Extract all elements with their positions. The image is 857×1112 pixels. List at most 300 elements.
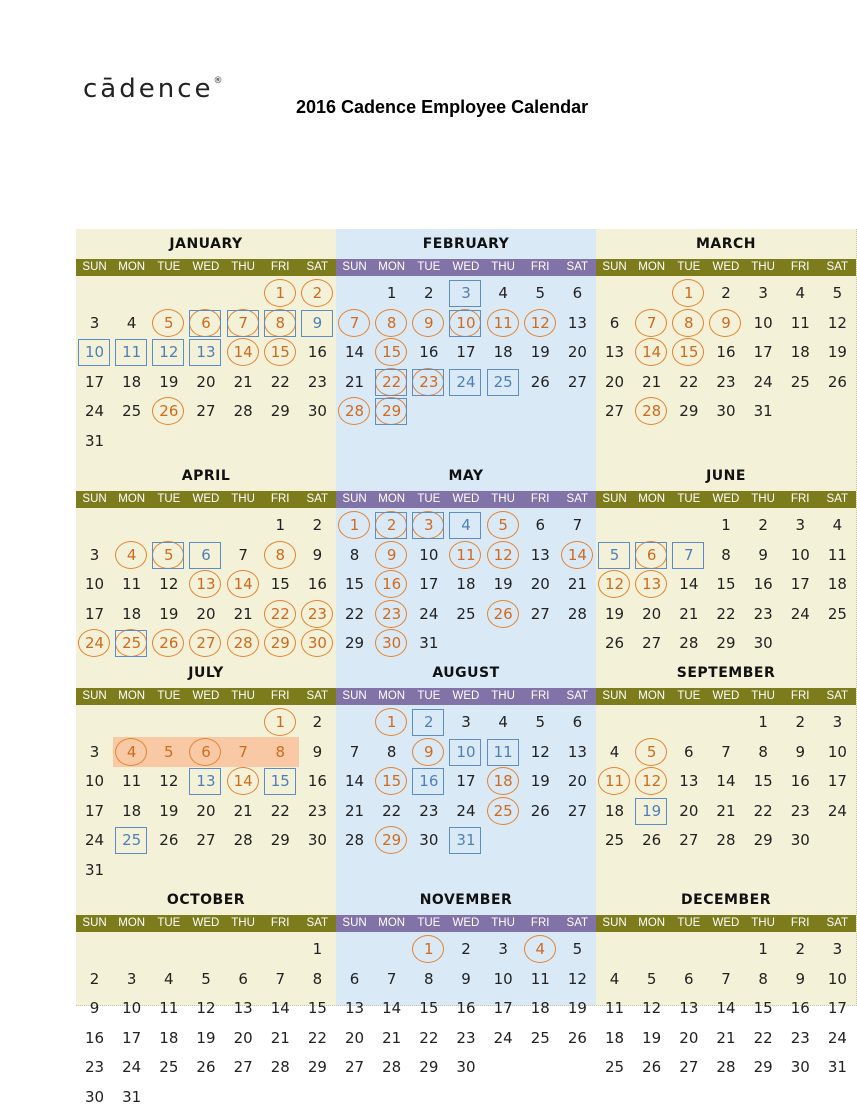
day-cell: 5 bbox=[832, 284, 843, 302]
day-cell: 7 bbox=[336, 308, 373, 338]
day-cell: 13 bbox=[233, 999, 253, 1017]
day-cell: 23 bbox=[790, 1028, 810, 1047]
day-cell: 16 bbox=[307, 343, 327, 361]
day-cell: 3 bbox=[498, 940, 508, 958]
day-cell: 21 bbox=[233, 604, 253, 623]
month-name: SEPTEMBER bbox=[676, 665, 776, 681]
day-cell: 1 bbox=[410, 934, 447, 964]
weekday-label: THU bbox=[491, 493, 515, 505]
day-cell: 12 bbox=[522, 308, 559, 338]
weekday-header bbox=[76, 491, 336, 508]
day-cell: 15 bbox=[307, 999, 327, 1017]
day-cell: 5 bbox=[485, 510, 522, 540]
day-cell: 8 bbox=[758, 969, 768, 988]
day-cell: 28 bbox=[345, 831, 365, 849]
day-cell: 8 bbox=[386, 742, 397, 761]
day-cell: 9 bbox=[410, 737, 447, 767]
weekday-label: WED bbox=[712, 917, 740, 929]
day-cell: 11 bbox=[113, 337, 150, 367]
day-cell: 25 bbox=[605, 1058, 625, 1076]
weekday-label: MON bbox=[378, 690, 406, 702]
day-cell: 20 bbox=[233, 1028, 253, 1047]
day-cell: 19 bbox=[159, 372, 179, 391]
weekday-label: THU bbox=[751, 917, 775, 929]
day-cell: 1 bbox=[721, 516, 731, 534]
month-october bbox=[76, 885, 337, 1106]
day-cell: 29 bbox=[307, 1058, 327, 1076]
day-cell: 4 bbox=[113, 737, 150, 767]
day-cell: 8 bbox=[424, 969, 434, 988]
weekday-label: THU bbox=[231, 690, 255, 702]
day-cell: 4 bbox=[795, 284, 806, 302]
day-cell: 30 bbox=[790, 1058, 810, 1076]
day-cell: 23 bbox=[307, 372, 327, 391]
day-cell: 14 bbox=[225, 766, 262, 796]
day-cell: 9 bbox=[312, 742, 323, 761]
day-cell: 11 bbox=[790, 313, 810, 332]
day-cell: 1 bbox=[758, 713, 768, 731]
day-cell: 3 bbox=[410, 510, 447, 540]
day-cell: 15 bbox=[345, 575, 365, 593]
day-cell: 10 bbox=[76, 337, 113, 367]
day-cell: 19 bbox=[633, 796, 670, 826]
day-cell: 9 bbox=[795, 742, 806, 761]
day-cell: 14 bbox=[559, 540, 596, 570]
day-cell: 30 bbox=[716, 402, 736, 420]
day-cell: 6 bbox=[187, 308, 224, 338]
day-cell: 28 bbox=[225, 628, 262, 658]
day-cell: 25 bbox=[122, 402, 142, 420]
weekday-label: WED bbox=[192, 261, 220, 273]
day-cell: 6 bbox=[609, 313, 620, 332]
day-cell: 15 bbox=[373, 337, 410, 367]
month-december bbox=[596, 885, 857, 1076]
day-cell: 9 bbox=[89, 999, 100, 1017]
weekday-label: MON bbox=[638, 261, 666, 273]
weekday-label: WED bbox=[192, 690, 220, 702]
day-cell: 30 bbox=[85, 1087, 105, 1106]
day-cell: 13 bbox=[187, 337, 224, 367]
day-cell: 6 bbox=[684, 742, 694, 761]
weekday-label: MON bbox=[378, 917, 406, 929]
day-cell: 15 bbox=[373, 766, 410, 796]
day-cell: 3 bbox=[832, 713, 843, 731]
weekday-label: MON bbox=[638, 690, 666, 702]
month-april bbox=[76, 461, 337, 659]
weekday-label: WED bbox=[452, 690, 480, 702]
day-cell: 23 bbox=[373, 599, 410, 629]
day-cell: 22 bbox=[262, 599, 299, 629]
day-cell: 4 bbox=[164, 969, 174, 988]
weekday-header bbox=[596, 688, 856, 705]
day-cell: 1 bbox=[336, 510, 373, 540]
day-cell: 1 bbox=[275, 516, 286, 534]
weekday-label: SAT bbox=[566, 493, 589, 505]
day-cell: 14 bbox=[633, 337, 670, 367]
day-cell: 7 bbox=[721, 969, 731, 988]
weekday-header bbox=[76, 688, 336, 705]
weekday-label: THU bbox=[231, 917, 255, 929]
day-cell: 16 bbox=[790, 999, 810, 1017]
day-cell: 3 bbox=[795, 516, 806, 534]
day-cell: 21 bbox=[382, 1028, 402, 1047]
month-name: JULY bbox=[188, 665, 224, 681]
day-cell: 5 bbox=[646, 969, 657, 988]
day-cell: 16 bbox=[456, 999, 476, 1017]
day-cell: 6 bbox=[572, 284, 583, 302]
day-cell: 27 bbox=[196, 831, 216, 849]
day-cell: 28 bbox=[336, 396, 373, 426]
day-cell: 25 bbox=[485, 796, 522, 826]
day-cell: 7 bbox=[670, 540, 707, 570]
weekday-label: SUN bbox=[82, 261, 107, 273]
day-cell: 26 bbox=[530, 372, 550, 391]
weekday-label: WED bbox=[712, 493, 740, 505]
day-cell: 10 bbox=[447, 308, 484, 338]
cadence-logo bbox=[83, 74, 223, 104]
day-cell: 7 bbox=[386, 969, 397, 988]
day-cell: 10 bbox=[493, 969, 513, 988]
weekday-label: TUE bbox=[677, 917, 701, 929]
weekday-label: FRI bbox=[530, 917, 550, 929]
day-cell: 28 bbox=[567, 604, 587, 623]
day-cell: 24 bbox=[76, 628, 113, 658]
weekday-label: SUN bbox=[82, 917, 107, 929]
weekday-label: TUE bbox=[417, 917, 441, 929]
month-name: JUNE bbox=[706, 468, 746, 484]
day-cell: 30 bbox=[753, 634, 773, 652]
day-cell: 10 bbox=[419, 545, 439, 564]
weekday-label: TUE bbox=[157, 493, 181, 505]
day-cell: 9 bbox=[707, 308, 744, 338]
day-cell: 2 bbox=[299, 278, 336, 308]
day-cell: 18 bbox=[827, 575, 847, 593]
weekday-label: MON bbox=[118, 261, 146, 273]
weekday-label: SAT bbox=[566, 917, 589, 929]
day-cell: 23 bbox=[716, 372, 736, 391]
weekday-label: THU bbox=[491, 917, 515, 929]
day-cell: 13 bbox=[345, 999, 365, 1017]
day-cell: 27 bbox=[530, 604, 550, 623]
month-name: FEBRUARY bbox=[422, 236, 510, 252]
day-cell: 7 bbox=[225, 308, 262, 338]
day-cell: 18 bbox=[122, 604, 142, 623]
weekday-header bbox=[596, 491, 856, 508]
day-cell: 31 bbox=[85, 860, 105, 879]
weekday-label: SAT bbox=[306, 917, 329, 929]
weekday-label: THU bbox=[231, 261, 255, 273]
weekday-label: MON bbox=[378, 493, 406, 505]
day-cell: 5 bbox=[535, 284, 546, 302]
day-cell: 21 bbox=[345, 801, 365, 820]
day-cell: 2 bbox=[424, 284, 434, 302]
day-cell: 31 bbox=[122, 1087, 142, 1106]
day-cell: 20 bbox=[679, 801, 699, 820]
day-cell: 30 bbox=[790, 831, 810, 849]
day-cell: 23 bbox=[790, 801, 810, 820]
day-cell: 14 bbox=[345, 343, 365, 361]
registered-mark-icon: ® bbox=[213, 76, 223, 86]
day-cell: 11 bbox=[827, 545, 847, 564]
day-cell: 14 bbox=[382, 999, 402, 1017]
weekday-label: TUE bbox=[157, 917, 181, 929]
day-cell: 28 bbox=[633, 396, 670, 426]
weekday-label: MON bbox=[118, 493, 146, 505]
weekday-label: WED bbox=[712, 261, 740, 273]
day-cell: 27 bbox=[196, 402, 216, 420]
day-cell: 22 bbox=[270, 372, 290, 391]
weekday-label: FRI bbox=[270, 690, 290, 702]
day-cell: 17 bbox=[493, 999, 513, 1017]
day-cell: 8 bbox=[262, 737, 299, 767]
day-cell: 22 bbox=[753, 1028, 773, 1047]
month-february bbox=[336, 229, 597, 462]
day-cell: 22 bbox=[753, 801, 773, 820]
month-june bbox=[596, 461, 857, 659]
weekday-label: SAT bbox=[826, 917, 849, 929]
day-cell: 23 bbox=[456, 1028, 476, 1047]
day-cell: 8 bbox=[312, 969, 323, 988]
weekday-label: SAT bbox=[826, 261, 849, 273]
day-cell: 13 bbox=[187, 766, 224, 796]
day-cell: 2 bbox=[461, 940, 471, 958]
weekday-label: THU bbox=[751, 261, 775, 273]
day-cell: 20 bbox=[196, 801, 216, 820]
weekday-label: SUN bbox=[602, 917, 627, 929]
day-cell: 12 bbox=[530, 742, 550, 761]
day-cell: 28 bbox=[679, 634, 699, 652]
month-name: AUGUST bbox=[432, 665, 500, 681]
day-cell: 27 bbox=[567, 801, 587, 820]
weekday-label: FRI bbox=[790, 917, 810, 929]
day-cell: 4 bbox=[126, 313, 137, 332]
month-may bbox=[336, 461, 597, 659]
day-cell: 20 bbox=[196, 604, 216, 623]
day-cell: 21 bbox=[233, 372, 253, 391]
weekday-label: MON bbox=[638, 493, 666, 505]
day-cell: 19 bbox=[493, 575, 513, 593]
day-cell: 14 bbox=[225, 337, 262, 367]
day-cell: 19 bbox=[605, 604, 625, 623]
weekday-label: MON bbox=[638, 917, 666, 929]
day-cell: 22 bbox=[345, 604, 365, 623]
day-cell: 15 bbox=[270, 575, 290, 593]
day-cell: 4 bbox=[447, 510, 484, 540]
day-cell: 22 bbox=[679, 372, 699, 391]
day-cell: 8 bbox=[349, 545, 360, 564]
day-cell: 26 bbox=[642, 1058, 662, 1076]
day-cell: 27 bbox=[679, 1058, 699, 1076]
day-cell: 31 bbox=[827, 1058, 847, 1076]
day-cell: 18 bbox=[485, 766, 522, 796]
weekday-label: WED bbox=[192, 493, 220, 505]
day-cell: 25 bbox=[113, 825, 150, 855]
day-cell: 6 bbox=[349, 969, 360, 988]
weekday-header bbox=[336, 491, 596, 508]
day-cell: 6 bbox=[535, 516, 546, 534]
day-cell: 3 bbox=[832, 940, 843, 958]
day-cell: 30 bbox=[419, 831, 439, 849]
day-cell: 5 bbox=[633, 737, 670, 767]
day-cell: 8 bbox=[262, 540, 299, 570]
day-cell: 13 bbox=[187, 569, 224, 599]
day-cell: 5 bbox=[572, 940, 583, 958]
weekday-header bbox=[596, 915, 856, 932]
day-cell: 13 bbox=[567, 742, 587, 761]
day-cell: 26 bbox=[827, 372, 847, 391]
day-cell: 19 bbox=[530, 772, 550, 790]
page-title: 2016 Cadence Employee Calendar bbox=[296, 97, 589, 117]
day-cell: 15 bbox=[262, 766, 299, 796]
day-cell: 1 bbox=[312, 940, 323, 958]
day-cell: 17 bbox=[85, 604, 105, 623]
day-cell: 29 bbox=[373, 825, 410, 855]
day-cell: 2 bbox=[312, 516, 323, 534]
day-cell: 15 bbox=[753, 999, 773, 1017]
day-cell: 26 bbox=[567, 1028, 587, 1047]
day-cell: 19 bbox=[642, 1028, 662, 1047]
day-cell: 11 bbox=[605, 999, 625, 1017]
weekday-label: TUE bbox=[417, 690, 441, 702]
day-cell: 20 bbox=[530, 575, 550, 593]
day-cell: 29 bbox=[419, 1058, 439, 1076]
day-cell: 30 bbox=[307, 402, 327, 420]
day-cell: 4 bbox=[498, 284, 508, 302]
day-cell: 10 bbox=[85, 772, 105, 790]
weekday-label: SUN bbox=[342, 917, 367, 929]
weekday-label: TUE bbox=[157, 261, 181, 273]
day-cell: 21 bbox=[716, 801, 736, 820]
day-cell: 23 bbox=[419, 801, 439, 820]
day-cell: 18 bbox=[605, 1028, 625, 1047]
day-cell: 25 bbox=[530, 1028, 550, 1047]
day-cell: 12 bbox=[159, 772, 179, 790]
day-cell: 10 bbox=[753, 313, 773, 332]
day-cell: 14 bbox=[716, 999, 736, 1017]
day-cell: 21 bbox=[345, 372, 365, 391]
day-cell: 2 bbox=[373, 510, 410, 540]
day-cell: 31 bbox=[85, 431, 105, 450]
day-cell: 29 bbox=[753, 831, 773, 849]
day-cell: 3 bbox=[447, 278, 484, 308]
month-november bbox=[336, 885, 597, 1076]
day-cell: 19 bbox=[827, 343, 847, 361]
day-cell: 15 bbox=[670, 337, 707, 367]
day-cell: 24 bbox=[753, 372, 773, 391]
day-cell: 12 bbox=[196, 999, 216, 1017]
day-cell: 26 bbox=[196, 1058, 216, 1076]
day-cell: 10 bbox=[790, 545, 810, 564]
day-cell: 16 bbox=[307, 575, 327, 593]
day-cell: 13 bbox=[605, 343, 625, 361]
day-cell: 3 bbox=[89, 313, 100, 332]
day-cell: 17 bbox=[456, 343, 476, 361]
day-cell: 24 bbox=[456, 801, 476, 820]
day-cell: 28 bbox=[716, 1058, 736, 1076]
day-cell: 1 bbox=[262, 707, 299, 737]
day-cell: 17 bbox=[85, 372, 105, 391]
day-cell: 22 bbox=[307, 1028, 327, 1047]
day-cell: 7 bbox=[572, 516, 583, 534]
day-cell: 28 bbox=[716, 831, 736, 849]
day-cell: 20 bbox=[345, 1028, 365, 1047]
day-cell: 27 bbox=[567, 372, 587, 391]
day-cell: 3 bbox=[126, 969, 137, 988]
day-cell: 22 bbox=[373, 367, 410, 397]
day-cell: 4 bbox=[832, 516, 843, 534]
day-cell: 17 bbox=[122, 1028, 142, 1047]
logo-wordmark: cādence bbox=[83, 74, 214, 104]
day-cell: 19 bbox=[567, 999, 587, 1017]
day-cell: 31 bbox=[419, 634, 439, 652]
day-cell: 25 bbox=[113, 628, 150, 658]
day-cell: 10 bbox=[122, 999, 142, 1017]
day-cell: 25 bbox=[485, 367, 522, 397]
day-cell: 29 bbox=[373, 396, 410, 426]
year-calendar bbox=[76, 229, 849, 1106]
day-cell: 4 bbox=[609, 742, 620, 761]
day-cell: 19 bbox=[159, 604, 179, 623]
day-cell: 26 bbox=[150, 628, 187, 658]
day-cell: 29 bbox=[345, 634, 365, 652]
day-cell: 26 bbox=[605, 634, 625, 652]
day-cell: 11 bbox=[122, 575, 142, 593]
day-cell: 24 bbox=[827, 801, 847, 820]
day-cell: 10 bbox=[827, 742, 847, 761]
day-cell: 4 bbox=[522, 934, 559, 964]
weekday-label: TUE bbox=[157, 690, 181, 702]
day-cell: 2 bbox=[410, 707, 447, 737]
day-cell: 28 bbox=[233, 402, 253, 420]
day-cell: 13 bbox=[530, 545, 550, 564]
day-cell: 14 bbox=[225, 569, 262, 599]
weekday-label: FRI bbox=[530, 261, 550, 273]
day-cell: 7 bbox=[275, 969, 286, 988]
day-cell: 8 bbox=[262, 308, 299, 338]
day-cell: 18 bbox=[159, 1028, 179, 1047]
day-cell: 16 bbox=[790, 772, 810, 790]
day-cell: 23 bbox=[410, 367, 447, 397]
day-cell: 17 bbox=[85, 801, 105, 820]
day-cell: 14 bbox=[345, 772, 365, 790]
month-name: JANUARY bbox=[169, 236, 243, 252]
day-cell: 10 bbox=[447, 737, 484, 767]
day-cell: 5 bbox=[150, 308, 187, 338]
weekday-label: FRI bbox=[270, 493, 290, 505]
day-cell: 6 bbox=[238, 969, 248, 988]
day-cell: 27 bbox=[642, 634, 662, 652]
day-cell: 6 bbox=[633, 540, 670, 570]
day-cell: 23 bbox=[307, 801, 327, 820]
day-cell: 14 bbox=[270, 999, 290, 1017]
day-cell: 23 bbox=[753, 604, 773, 623]
day-cell: 18 bbox=[493, 343, 513, 361]
day-cell: 24 bbox=[419, 604, 439, 623]
day-cell: 29 bbox=[270, 402, 290, 420]
day-cell: 13 bbox=[633, 569, 670, 599]
day-cell: 26 bbox=[159, 831, 179, 849]
day-cell: 2 bbox=[89, 969, 100, 988]
day-cell: 11 bbox=[485, 737, 522, 767]
weekday-label: SAT bbox=[306, 493, 329, 505]
day-cell: 19 bbox=[159, 801, 179, 820]
day-cell: 17 bbox=[419, 575, 439, 593]
day-cell: 21 bbox=[679, 604, 699, 623]
weekday-label: SUN bbox=[602, 690, 627, 702]
day-cell: 22 bbox=[419, 1028, 439, 1047]
day-cell: 8 bbox=[758, 742, 768, 761]
day-cell: 27 bbox=[187, 628, 224, 658]
